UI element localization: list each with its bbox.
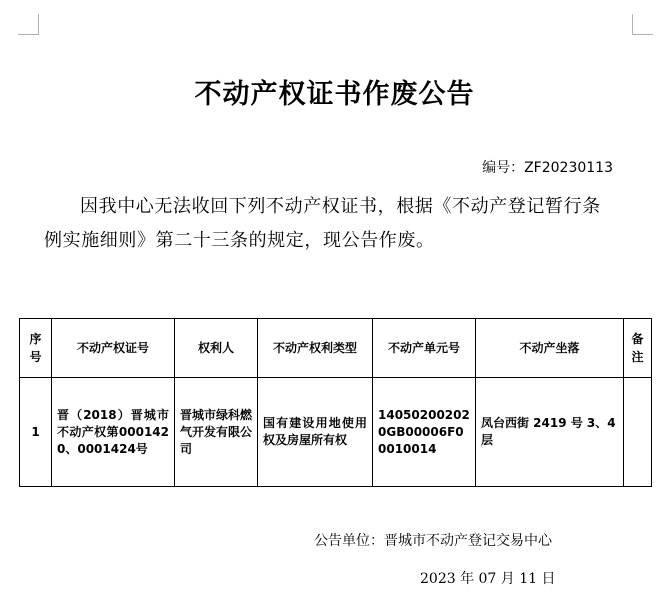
issuing-unit: 公告单位：晋城市不动产登记交易中心 bbox=[314, 533, 552, 549]
header-cert-no: 不动产权证号 bbox=[52, 319, 175, 378]
cancelled-certificates-table bbox=[19, 318, 652, 487]
document-number: 编号：ZF20230113 bbox=[482, 160, 613, 176]
table-header-row bbox=[20, 319, 652, 378]
header-holder: 权利人 bbox=[175, 319, 258, 378]
header-remark: 备注 bbox=[624, 319, 652, 378]
cell-right-type: 国有建设用地使用权及房屋所有权 bbox=[258, 378, 373, 487]
cell-seq: 1 bbox=[20, 378, 52, 487]
page-corner-mark-top-right bbox=[632, 14, 653, 35]
header-location: 不动产坐落 bbox=[476, 319, 624, 378]
page-corner-mark-top-left bbox=[18, 14, 39, 35]
notice-date: 2023 年 07 月 11 日 bbox=[420, 571, 556, 587]
table-row bbox=[20, 378, 652, 487]
cell-holder: 晋城市绿科燃气开发有限公司 bbox=[175, 378, 258, 487]
cell-cert-no: 晋（2018）晋城市不动产权第0001420、0001424号 bbox=[52, 378, 175, 487]
header-unit-no: 不动产单元号 bbox=[373, 319, 476, 378]
notice-body: 因我中心无法收回下列不动产权证书，根据《不动产登记暂行条例实施细则》第二十三条的规定，现公告作废。 bbox=[44, 196, 601, 251]
cell-remark bbox=[624, 378, 652, 487]
header-right-type: 不动产权利类型 bbox=[258, 319, 373, 378]
header-seq: 序号 bbox=[20, 319, 52, 378]
cell-unit-no: 140502002020GB00006F00010014 bbox=[373, 378, 476, 487]
cell-location: 凤台西街 2419 号 3、4 层 bbox=[476, 378, 624, 487]
page-title: 不动产权证书作废公告 bbox=[194, 79, 475, 110]
